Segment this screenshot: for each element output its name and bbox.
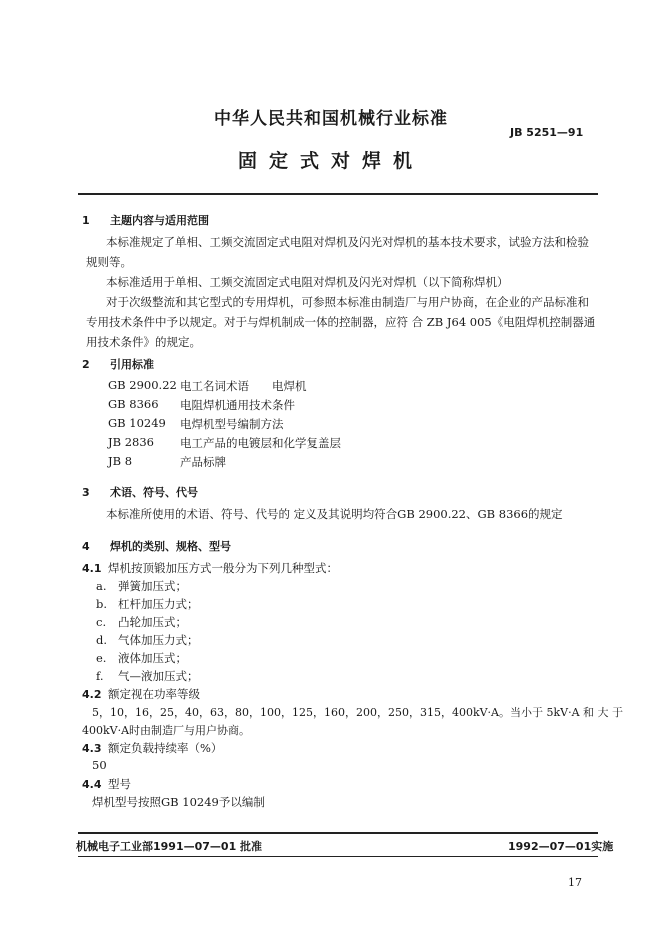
header-divider bbox=[78, 193, 598, 195]
list-item: e. 液体加压式； bbox=[96, 651, 187, 665]
footer-divider-bottom bbox=[78, 856, 598, 857]
section-1-paragraph-3: 对于次级整流和其它型式的专用焊机，可参照本标准由制造厂与用户协商，在企业的产品标准和专用技术条件中予以规定。对于与焊机制成一体的控制器，应符 合 ZB J64 005《电阻焊机控制器通用技术条件》的规定。 bbox=[86, 295, 596, 349]
footer-divider-top bbox=[78, 832, 598, 834]
subsection-4-2: 4.2 额定视在功率等级 bbox=[82, 687, 200, 701]
section-3-heading bbox=[82, 484, 198, 500]
reference-title: 电工名词术语 电焊机 bbox=[180, 379, 307, 393]
document-title: 固定式对焊机 bbox=[237, 150, 424, 172]
power-ratings-line-1: 5，10，16，25，40，63，80，100，125，160，200，250，315，400kV·A。当小于 5kV·A 和 大 于 bbox=[92, 706, 624, 719]
standard-code: JB 5251—91 bbox=[510, 126, 584, 139]
list-item: d. 气体加压力式； bbox=[96, 633, 199, 647]
page-number: 17 bbox=[568, 876, 582, 889]
section-title: 焊机的类别、规格、型号 bbox=[110, 540, 231, 553]
reference-title: 电工产品的电镀层和化学复盖层 bbox=[180, 436, 341, 450]
reference-title: 产品标牌 bbox=[180, 455, 226, 469]
effective-date: 1992—07—01实施 bbox=[508, 840, 614, 853]
reference-title: 电阻焊机通用技术条件 bbox=[180, 398, 295, 412]
list-item: c. 凸轮加压式； bbox=[96, 615, 187, 629]
reference-code: JB 2836 bbox=[108, 435, 154, 449]
list-item: f. 气—液加压式； bbox=[96, 669, 199, 683]
subsection-4-4: 4.4 型号 bbox=[82, 777, 131, 791]
approval-date: 机械电子工业部1991—07—01 批准 bbox=[76, 840, 263, 853]
section-number: 2 bbox=[82, 358, 90, 371]
section-1-paragraph-1: 本标准规定了单相、工频交流固定式电阻对焊机及闪光对焊机的基本技术要求，试验方法和检验规则等。 bbox=[86, 235, 589, 269]
subsection-4-1: 4.1 焊机按顶锻加压方式一般分为下列几种型式： bbox=[82, 561, 338, 575]
subsection-4-3: 4.3 额定负载持续率（%） bbox=[82, 741, 223, 755]
section-title: 术语、符号、代号 bbox=[110, 486, 198, 499]
section-3-paragraph: 本标准所使用的术语、符号、代号的 定义及其说明均符合GB 2900.22、GB 8366的规定 bbox=[106, 507, 563, 521]
section-title: 主题内容与适用范围 bbox=[110, 214, 209, 227]
reference-title: 电焊机型号编制方法 bbox=[180, 417, 284, 431]
list-item: b. 杠杆加压力式； bbox=[96, 597, 199, 611]
section-1-heading bbox=[82, 212, 209, 228]
reference-code: GB 8366 bbox=[108, 397, 159, 411]
section-1-paragraph-2: 本标准适用于单相、工频交流固定式电阻对焊机及闪光对焊机（以下简称焊机） bbox=[106, 275, 509, 289]
section-title: 引用标准 bbox=[110, 358, 154, 371]
section-number: 4 bbox=[82, 540, 90, 553]
power-ratings-line-2: 400kV·A时由制造厂与用户协商。 bbox=[82, 724, 251, 737]
org-title: 中华人民共和国机械行业标准 bbox=[214, 109, 448, 129]
list-item: a. 弹簧加压式； bbox=[96, 579, 187, 593]
reference-code: GB 10249 bbox=[108, 416, 166, 430]
duty-cycle-value: 50 bbox=[92, 758, 107, 772]
section-number: 1 bbox=[82, 214, 90, 227]
section-2-heading bbox=[82, 356, 154, 372]
section-number: 3 bbox=[82, 486, 90, 499]
section-4-heading bbox=[82, 538, 231, 554]
model-description: 焊机型号按照GB 10249予以编制 bbox=[92, 795, 265, 809]
reference-code: JB 8 bbox=[108, 454, 133, 468]
reference-code: GB 2900.22 bbox=[108, 378, 177, 392]
